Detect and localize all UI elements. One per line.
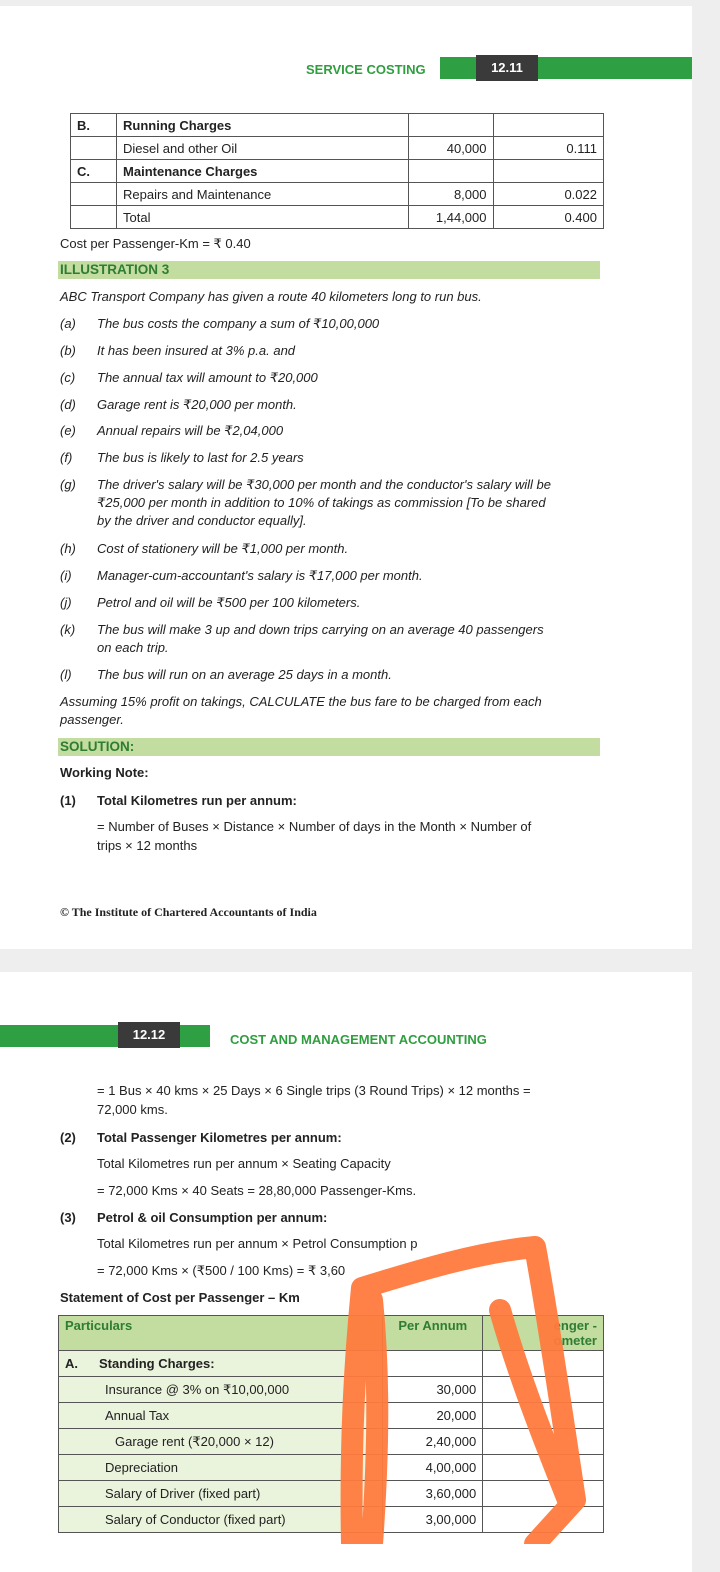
header-per-pkm-line-2: ometer [553,1333,597,1348]
statement-row-label-text: Insurance @ 3% on ₹10,00,000 [105,1381,290,1397]
item-text: The bus will run on an average 25 days in a month. [97,667,392,682]
calc1-line-2: 72,000 kms. [97,1102,168,1117]
solution-heading: SOLUTION: [58,738,600,756]
row-per-pkm: 0.400 [493,206,604,229]
item-text: The bus is likely to last for 2.5 years [97,450,304,465]
wn2-line-2: = 72,000 Kms × 40 Seats = 28,80,000 Passenger-Kms. [97,1183,417,1198]
wn3-line-2: = 72,000 Kms × (₹500 / 100 Kms) = ₹ 3,60 [97,1263,346,1278]
item-marker: (j) [60,595,72,610]
row-per-pkm: 0.111 [493,137,604,160]
row-per-annum: 40,000 [408,137,493,160]
item-marker: (f) [60,450,73,465]
calc1-line-1: = 1 Bus × 40 kms × 25 Days × 6 Single trips (3 Round Trips) × 12 months = [97,1083,531,1098]
item-text: The annual tax will amount to ₹20,000 [97,370,318,385]
working-note-heading: Working Note: [60,765,149,780]
item-text: Annual repairs will be ₹2,04,000 [97,423,284,438]
wn3-title: Petrol & oil Consumption per annum: [97,1210,328,1225]
statement-row-per-annum: 3,00,000 [383,1507,483,1533]
page-number-tab: 12.11 [476,55,538,81]
row-letter: B. [71,114,117,137]
item-text: Cost of stationery will be ₹1,000 per month. [97,541,349,556]
wn2-number: (2) [60,1130,76,1145]
assumption-line-2: passenger. [60,712,124,727]
row-label: Total [117,206,409,229]
wn1-formula-2: trips × 12 months [97,838,198,853]
row-label: Maintenance Charges [117,160,409,183]
item-text: by the driver and conductor equally]. [97,513,307,528]
wn1-formula-1: = Number of Buses × Distance × Number of days in the Month × Number of [97,819,532,834]
item-marker: (d) [60,397,76,412]
statement-row-label-text: Garage rent (₹20,000 × 12) [115,1433,274,1449]
cost-per-pkm: Cost per Passenger-Km = ₹ 0.40 [60,236,251,251]
item-marker: (a) [60,316,76,331]
header-particulars: Particulars [59,1316,383,1351]
row-label: Diesel and other Oil [117,137,409,160]
item-marker: (g) [60,477,76,492]
illustration-heading: ILLUSTRATION 3 [58,261,600,279]
wn1-title: Total Kilometres run per annum: [97,793,297,808]
item-marker: (h) [60,541,76,556]
statement-row-per-annum: 4,00,000 [383,1455,483,1481]
item-marker: (i) [60,568,72,583]
header-per-pkm-line-1: enger - [553,1318,597,1333]
wn2-title: Total Passenger Kilometres per annum: [97,1130,342,1145]
statement-row-label-text: Salary of Driver (fixed part) [105,1486,261,1501]
row-per-pkm: 0.022 [493,183,604,206]
row-per-annum: 8,000 [408,183,493,206]
statement-row-per-annum: 2,40,000 [383,1429,483,1455]
item-text: Petrol and oil will be ₹500 per 100 kilometers. [97,595,361,610]
statement-row-label-text: Annual Tax [105,1408,170,1423]
item-text: Manager-cum-accountant's salary is ₹17,000 per month. [97,568,423,583]
wn2-line-1: Total Kilometres run per annum × Seating Capacity [97,1156,391,1171]
item-text: It has been insured at 3% p.a. and [97,343,296,358]
assumption-line-1: Assuming 15% profit on takings, CALCULATE the bus fare to be charged from each [60,694,542,709]
wn1-number: (1) [60,793,76,808]
row-label: Repairs and Maintenance [117,183,409,206]
section-a-letter: A. [65,1356,78,1371]
item-text: The bus will make 3 up and down trips carrying on an average 40 passengers [97,622,544,637]
header-title: COST AND MANAGEMENT ACCOUNTING [230,1032,487,1047]
item-marker: (k) [60,622,76,637]
statement-title: Statement of Cost per Passenger – Km [60,1290,300,1305]
wn3-line-1: Total Kilometres run per annum × Petrol Consumption p [97,1236,418,1251]
item-marker: (e) [60,423,76,438]
wn3-number: (3) [60,1210,76,1225]
statement-row-per-annum: 3,60,000 [383,1481,483,1507]
header-per-annum: Per Annum [383,1316,483,1351]
item-marker: (c) [60,370,76,385]
statement-row-label-text: Depreciation [105,1460,178,1475]
item-marker: (l) [60,667,72,682]
statement-row-per-annum: 20,000 [383,1403,483,1429]
row-per-annum: 1,44,000 [408,206,493,229]
item-text: on each trip. [97,640,169,655]
section-a-label: Standing Charges: [99,1356,215,1371]
row-label: Running Charges [117,114,409,137]
footer-copyright: © The Institute of Chartered Accountants of India [60,905,317,919]
row-letter: C. [71,160,117,183]
statement-row-label-text: Salary of Conductor (fixed part) [105,1512,286,1527]
item-text: The bus costs the company a sum of ₹10,00,000 [97,316,380,331]
item-text: The driver's salary will be ₹30,000 per month and the conductor's salary will be [97,477,552,492]
header-title: SERVICE COSTING [306,62,426,77]
item-marker: (b) [60,343,76,358]
page-number-tab: 12.12 [118,1022,180,1048]
statement-row-per-annum: 30,000 [383,1377,483,1403]
illustration-intro: ABC Transport Company has given a route 40 kilometers long to run bus. [60,289,482,304]
item-text: Garage rent is ₹20,000 per month. [97,397,297,412]
item-text: ₹25,000 per month in addition to 10% of takings as commission [To be shared [97,495,546,510]
